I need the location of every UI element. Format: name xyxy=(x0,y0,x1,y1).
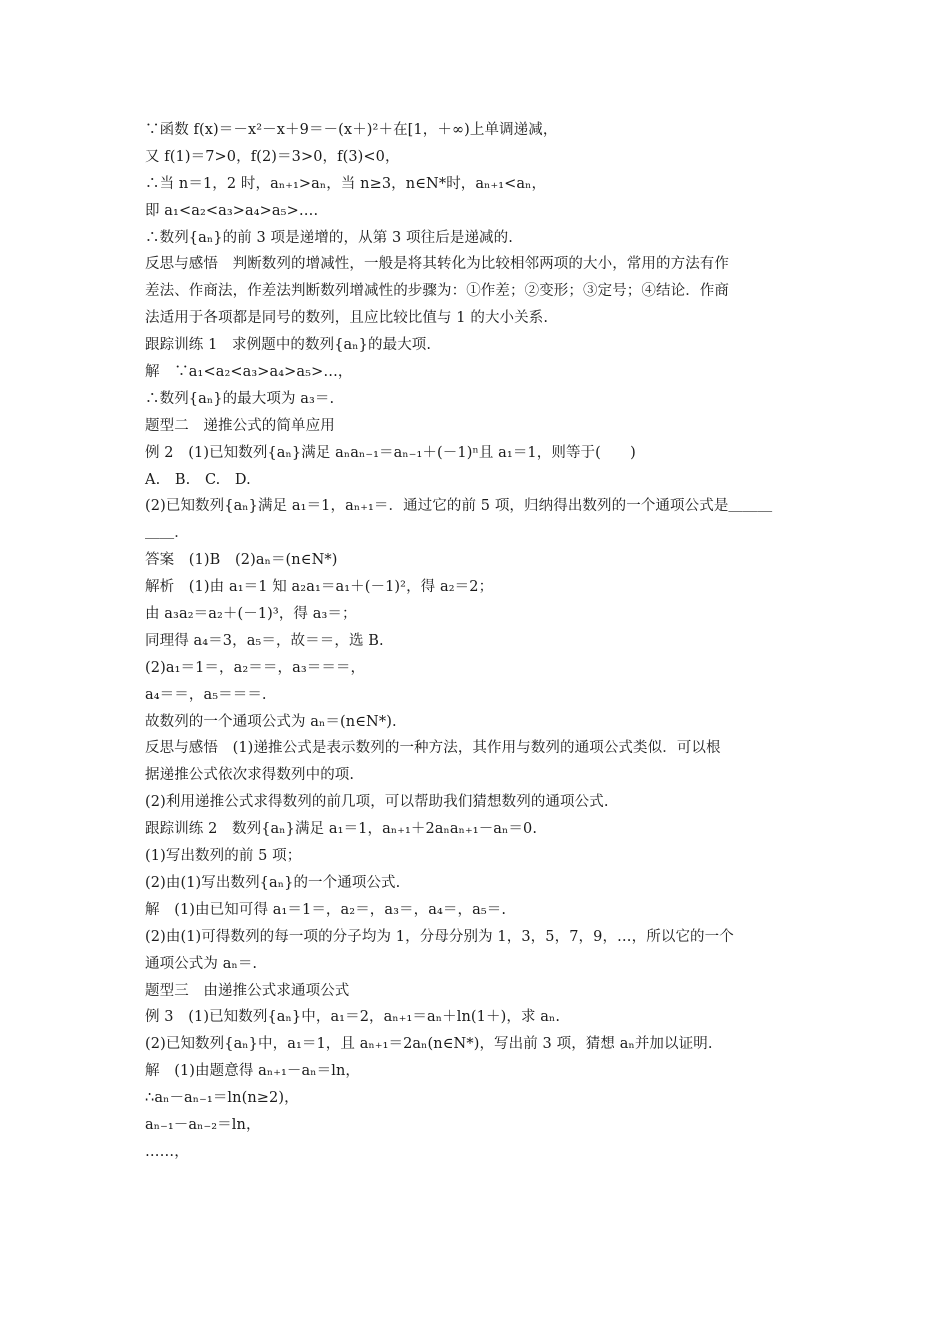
text-line: aₙ₋₁－aₙ₋₂＝ln， xyxy=(145,1116,261,1133)
text-line: 通项公式为 aₙ＝. xyxy=(145,955,258,972)
text-line: (2)由(1)写出数列{aₙ}的一个通项公式. xyxy=(145,874,401,891)
text-line: 例 3 (1)已知数列{aₙ}中，a₁＝2，aₙ₊₁＝aₙ＋ln(1＋)，求 aₙ. xyxy=(145,1009,561,1026)
text-line: 反思与感悟 判断数列的增减性，一般是将其转化为比较相邻两项的大小，常用的方法有作 xyxy=(145,256,729,273)
text-line: 即 a₁<a₂<a₃>a₄>a₅>…. xyxy=(145,202,319,219)
text-line: 解 (1)由已知可得 a₁＝1＝，a₂＝，a₃＝，a₄＝，a₅＝. xyxy=(145,901,507,918)
text-line: (2)由(1)可得数列的每一项的分子均为 1，分母分别为 1，3，5，7，9，…，所以它的一个 xyxy=(145,928,734,945)
text-line: 题型三 由递推公式求通项公式 xyxy=(145,982,350,999)
document-body xyxy=(145,117,815,1166)
text-line: ∴数列{aₙ}的最大项为 a₃＝. xyxy=(145,390,335,407)
text-line: ∴数列{aₙ}的前 3 项是递增的，从第 3 项往后是递减的. xyxy=(145,229,513,246)
text-line: 跟踪训练 2 数列{aₙ}满足 a₁＝1，aₙ₊₁＋2aₙaₙ₊₁－aₙ＝0. xyxy=(145,821,538,838)
text-line: (2)已知数列{aₙ}满足 a₁＝1，aₙ₊₁＝．通过它的前 5 项，归纳得出数列的一个通项公式是＿＿＿ xyxy=(145,498,773,515)
text-line: 解析 (1)由 a₁＝1 知 a₂a₁＝a₁＋(－1)²，得 a₂＝2； xyxy=(145,579,494,596)
text-line: ＿＿． xyxy=(145,525,189,542)
text-line: 解 (1)由题意得 aₙ₊₁－aₙ＝ln， xyxy=(145,1063,361,1080)
text-line: ∵函数 f(x)＝－x²－x＋9＝－(x＋)²＋在[1，＋∞)上单调递减， xyxy=(145,122,558,138)
text-line: 又 f(1)＝7>0，f(2)＝3>0，f(3)<0， xyxy=(145,148,400,165)
text-line: (2)已知数列{aₙ}中，a₁＝1，且 aₙ₊₁＝2aₙ(n∈N*)，写出前 3 项，猜想 aₙ并加以证明. xyxy=(145,1036,713,1053)
text-line: 答案 (1)B (2)aₙ＝(n∈N*) xyxy=(145,552,338,569)
text-line: 差法、作商法，作差法判断数列增减性的步骤为：①作差；②变形；③定号；④结论．作商 xyxy=(145,283,729,300)
text-line: 题型二 递推公式的简单应用 xyxy=(145,417,335,434)
text-line: 同理得 a₄＝3，a₅＝，故＝＝，选 B. xyxy=(145,632,384,649)
text-line: ∴aₙ－aₙ₋₁＝ln(n≥2)， xyxy=(145,1090,299,1107)
text-line: 反思与感悟 (1)递推公式是表示数列的一种方法，其作用与数列的通项公式类似．可以根 xyxy=(145,740,721,757)
text-line: (2)利用递推公式求得数列的前几项，可以帮助我们猜想数列的通项公式. xyxy=(145,794,609,811)
text-line: ……， xyxy=(145,1143,189,1160)
text-line: ∴当 n＝1，2 时，aₙ₊₁>aₙ，当 n≥3，n∈N*时，aₙ₊₁<aₙ， xyxy=(145,175,547,192)
text-line: a₄＝＝，a₅＝＝＝. xyxy=(145,686,267,703)
text-line: (2)a₁＝1＝，a₂＝＝，a₃＝＝＝， xyxy=(145,659,366,676)
text-line: 跟踪训练 1 求例题中的数列{aₙ}的最大项. xyxy=(145,337,432,354)
text-line: A. B. C. D. xyxy=(145,471,251,488)
text-line: (1)写出数列的前 5 项； xyxy=(145,848,302,865)
text-line: 法适用于各项都是同号的数列，且应比较比值与 1 的大小关系. xyxy=(145,310,549,327)
text-line: 据递推公式依次求得数列中的项. xyxy=(145,767,355,784)
text-line: 故数列的一个通项公式为 aₙ＝(n∈N*). xyxy=(145,713,397,730)
text-line: 解 ∵a₁<a₂<a₃>a₄>a₅>…， xyxy=(145,364,353,381)
text-line: 例 2 (1)已知数列{aₙ}满足 aₙaₙ₋₁＝aₙ₋₁＋(－1)ⁿ且 a₁＝1，则等于( ) xyxy=(145,444,636,461)
text-line: 由 a₃a₂＝a₂＋(－1)³，得 a₃＝； xyxy=(145,606,357,623)
